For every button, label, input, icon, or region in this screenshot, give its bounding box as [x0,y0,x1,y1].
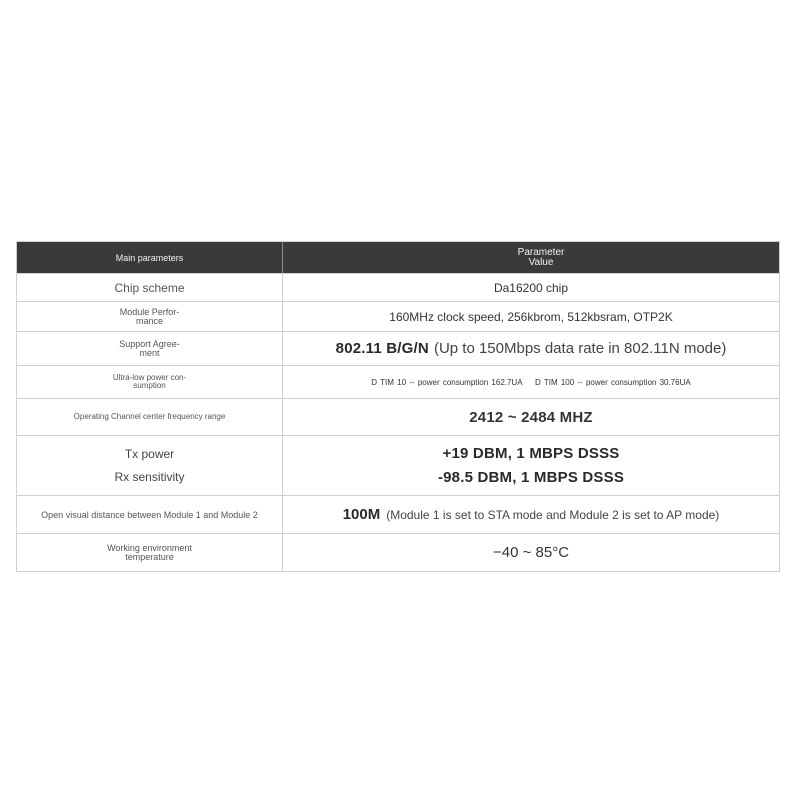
row-label: Chip scheme [17,274,283,301]
table-row-temperature [17,533,779,571]
header-parameter-value [283,242,779,273]
row-label: Open visual distance between Module 1 and Module 2 [17,496,283,533]
row-label [17,534,283,571]
header-main-parameters: Main parameters [17,242,283,273]
row-value: 2412 ~ 2484 MHZ [469,408,593,426]
label-line2: sumption [133,381,166,390]
row-value: −40 ~ 85°C [492,544,570,561]
rx-label: Rx sensitivity [114,470,185,485]
spec-table [16,241,780,572]
label-line1: Module Perfor- [119,306,180,317]
row-label [17,436,283,495]
table-row-support-agreement [17,331,779,365]
row-label [17,302,283,331]
value-note: (Up to 150Mbps data rate in 802.11N mode) [433,340,727,357]
row-value [283,436,779,495]
row-label: Operating Channel center frequency range [17,399,283,435]
table-header [17,242,779,273]
tx-value: +19 DBM, 1 MBPS DSSS [442,445,620,463]
table-row-performance [17,301,779,331]
row-label [17,366,283,398]
rx-value: -98.5 DBM, 1 MBPS DSSS [437,468,625,486]
header-value-line2: Value [528,256,554,268]
table-row-frequency-range [17,398,779,435]
table-row-chip [17,273,779,301]
header-value-line1: Parameter [517,246,565,258]
label-line2: temperature [125,551,174,562]
table-row-power-consumption [17,365,779,398]
value-main: 802.11 B/G/N [335,340,429,357]
value-note: (Module 1 is set to STA mode and Module 2 is set to AP mode) [386,507,720,522]
label-line2: mance [135,315,163,326]
value-main: 100M [342,506,381,523]
row-value [283,332,779,365]
row-value: Da16200 chip [493,280,569,295]
label-line2: ment [139,347,160,358]
row-value: 160MHz clock speed, 256kbrom, 512kbsram, OTP2K [389,309,673,324]
row-value [283,496,779,533]
row-label [17,332,283,365]
label-line1: Working environment [107,542,192,553]
row-value: D TIM 10 -- power consumption 162.7UA D TIM 100 -- power consumption 30.76UA [371,377,691,387]
label-line1: Ultra-low power con- [112,373,187,382]
label-line1: Support Agree- [119,338,180,349]
table-row-tx-rx [17,435,779,495]
table-row-visual-distance [17,495,779,533]
tx-label: Tx power [124,446,175,461]
